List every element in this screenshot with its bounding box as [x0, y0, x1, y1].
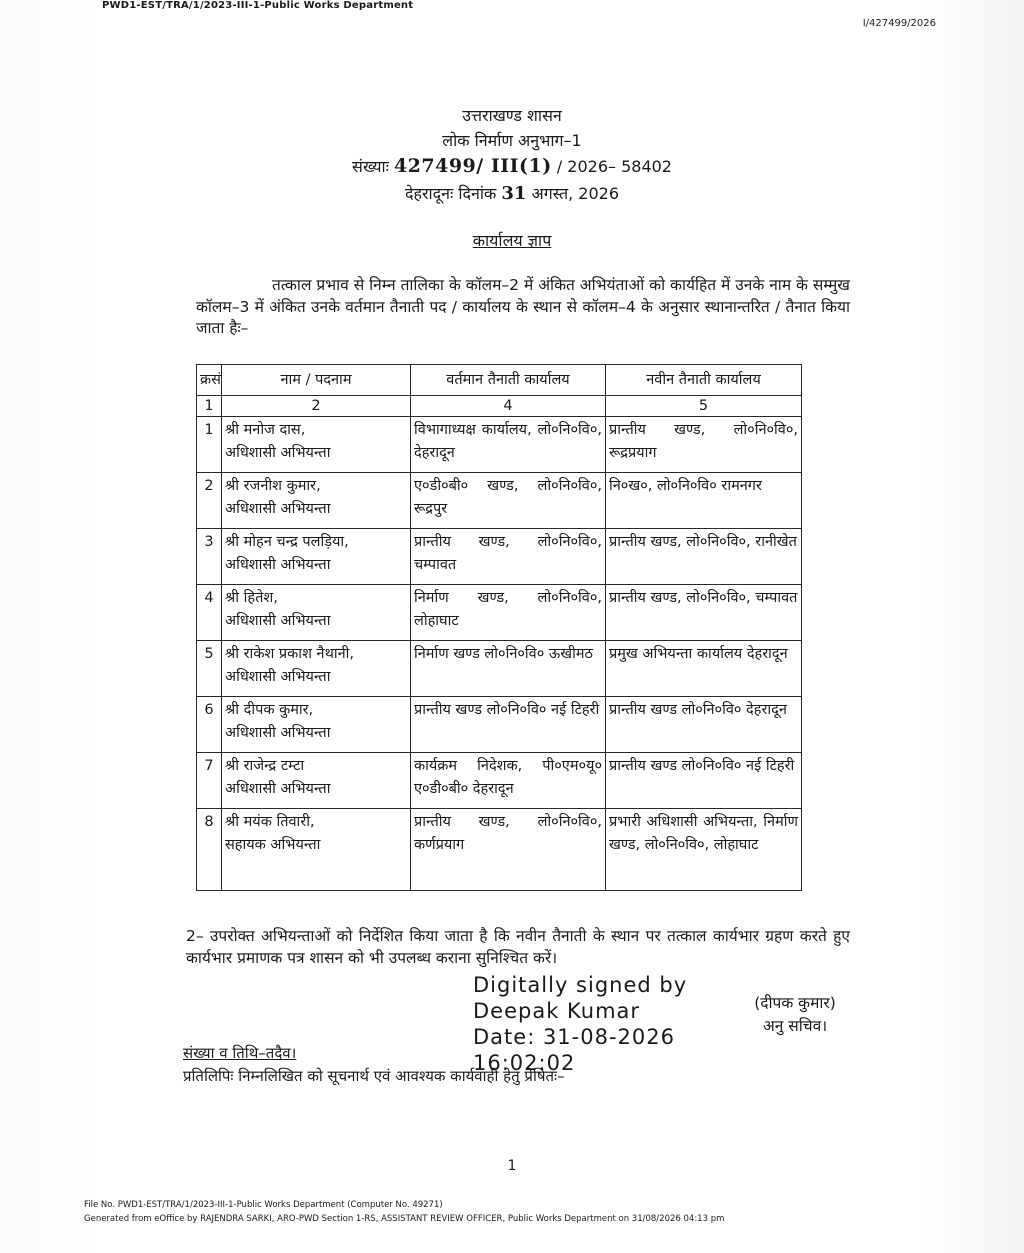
order-date-handwritten: 31	[501, 183, 527, 204]
table-row	[197, 529, 802, 585]
current-office: प्रान्तीय खण्ड, लो०नि०वि०, चम्पावत	[411, 529, 606, 585]
digital-signature-block	[473, 972, 687, 1076]
order-paragraph-2: 2– उपरोक्त अभियन्ताओं को निर्देशित किया जाता है कि नवीन तैनाती के स्थान पर तत्काल कार्यभार ग्रहण करते हुए कार्यभार प्रमाणक पत्र शासन को भी उपलब्ध कराना सुनिश्चित करें।	[186, 927, 850, 967]
digital-signature-signer: Deepak Kumar	[473, 999, 641, 1023]
row-name-cell	[222, 417, 411, 473]
column-number: 5	[606, 396, 802, 417]
order-number-suffix: / 2026– 58402	[556, 157, 672, 176]
column-number: 1	[197, 396, 222, 417]
header-serial: क्रसं	[197, 365, 222, 396]
new-office: प्रभारी अधिशासी अभियन्ता, निर्माण खण्ड, लो०नि०वि०, लोहाघाट	[606, 809, 802, 891]
signatory-name: (दीपक कुमार)	[754, 994, 836, 1012]
new-office: प्रान्तीय खण्ड लो०नि०वि० देहरादून	[606, 697, 802, 753]
section-name: लोक निर्माण अनुभाग–1	[442, 131, 582, 150]
new-office: नि०ख०, लो०नि०वि० रामनगर	[606, 473, 802, 529]
order-date-suffix: अगस्त, 2026	[531, 184, 620, 203]
row-serial: 2	[197, 473, 222, 529]
copy-reference: संख्या व तिथि–तदैव।	[183, 1044, 297, 1062]
row-serial: 5	[197, 641, 222, 697]
officer-designation: अधिशासी अभियन्ता	[225, 725, 331, 741]
table-row	[197, 809, 802, 891]
page-number: 1	[507, 1158, 517, 1174]
officer-name: श्री मोहन चन्द्र पलड़िया,	[225, 534, 349, 550]
row-serial: 1	[197, 417, 222, 473]
row-serial: 7	[197, 753, 222, 809]
row-name-cell	[222, 641, 411, 697]
table-row	[197, 585, 802, 641]
current-office: निर्माण खण्ड, लो०नि०वि०, लोहाघाट	[411, 585, 606, 641]
row-name-cell	[222, 585, 411, 641]
table-row	[197, 417, 802, 473]
signatory-designation: अनु सचिव।	[762, 1017, 828, 1035]
table-row	[197, 753, 802, 809]
officer-name: श्री रजनीश कुमार,	[225, 478, 321, 494]
row-serial: 8	[197, 809, 222, 891]
header-new-office: नवीन तैनाती कार्यालय	[606, 365, 802, 396]
current-office: निर्माण खण्ड लो०नि०वि० ऊखीमठ	[411, 641, 606, 697]
receipt-number: I/427499/2026	[862, 18, 936, 29]
officer-name: श्री दीपक कुमार,	[225, 702, 314, 718]
government-name: उत्तराखण्ड शासन	[462, 106, 562, 125]
transfer-table	[196, 364, 802, 891]
current-office: ए०डी०बी० खण्ड, लो०नि०वि०, रूद्रपुर	[411, 473, 606, 529]
current-office: प्रान्तीय खण्ड, लो०नि०वि०, कर्णप्रयाग	[411, 809, 606, 891]
officer-name: श्री मनोज दास,	[225, 422, 306, 438]
officer-designation: अधिशासी अभियन्ता	[225, 445, 331, 461]
column-number-row	[197, 396, 802, 417]
order-date	[0, 182, 1024, 204]
row-name-cell	[222, 809, 411, 891]
table-row	[197, 697, 802, 753]
digital-signature-time: 16:02:02	[473, 1051, 576, 1075]
table-row	[197, 473, 802, 529]
row-name-cell	[222, 473, 411, 529]
current-office: विभागाध्यक्ष कार्यालय, लो०नि०वि०, देहरादून	[411, 417, 606, 473]
digital-signature-line: Digitally signed by	[473, 973, 688, 997]
officer-name: श्री हितेश,	[225, 590, 278, 606]
row-name-cell	[222, 529, 411, 585]
table-header-row	[197, 365, 802, 396]
new-office: प्रान्तीय खण्ड, लो०नि०वि०, चम्पावत	[606, 585, 802, 641]
digital-signature-date: Date: 31-08-2026	[473, 1025, 675, 1049]
signatory-block	[740, 992, 850, 1038]
column-number: 2	[222, 396, 411, 417]
current-office: कार्यक्रम निदेशक, पी०एम०यू० ए०डी०बी० देहरादून	[411, 753, 606, 809]
table-row	[197, 641, 802, 697]
header-name: नाम / पदनाम	[222, 365, 411, 396]
document-title: कार्यालय ज्ञाप	[472, 231, 552, 250]
row-name-cell	[222, 697, 411, 753]
new-office: प्रान्तीय खण्ड, लो०नि०वि०, रानीखेत	[606, 529, 802, 585]
officer-name: श्री राजेन्द्र टम्टा	[225, 758, 305, 774]
officer-designation: सहायक अभियन्ता	[225, 837, 321, 853]
order-number-prefix: संख्याः	[352, 157, 389, 176]
row-name-cell	[222, 753, 411, 809]
column-number: 4	[411, 396, 606, 417]
header-current-office: वर्तमान तैनाती कार्यालय	[411, 365, 606, 396]
new-office: प्रान्तीय खण्ड लो०नि०वि० नई टिहरी	[606, 753, 802, 809]
officer-name: श्री मयंक तिवारी,	[225, 814, 315, 830]
officer-designation: अधिशासी अभियन्ता	[225, 613, 331, 629]
officer-designation: अधिशासी अभियन्ता	[225, 501, 331, 517]
row-serial: 4	[197, 585, 222, 641]
new-office: प्रमुख अभियन्ता कार्यालय देहरादून	[606, 641, 802, 697]
top-file-reference: PWD1-EST/TRA/1/2023-III-1-Public Works Department	[102, 0, 414, 11]
footer-file-number: File No. PWD1-EST/TRA/1/2023-III-1-Public Works Department (Computer No. 49271)	[84, 1200, 443, 1210]
order-number-handwritten: 427499/ III(1)	[393, 155, 552, 177]
row-serial: 3	[197, 529, 222, 585]
officer-designation: अधिशासी अभियन्ता	[225, 557, 331, 573]
order-date-prefix: देहरादूनः दिनांक	[404, 184, 497, 203]
row-serial: 6	[197, 697, 222, 753]
order-number	[0, 155, 1024, 177]
officer-designation: अधिशासी अभियन्ता	[225, 669, 331, 685]
footer-generated-by: Generated from eOffice by RAJENDRA SARKI, ARO-PWD Section 1-RS, ASSISTANT REVIEW OFFICER, Public Works Department on 31/08/2026 04:13 pm	[84, 1214, 725, 1224]
current-office: प्रान्तीय खण्ड लो०नि०वि० नई टिहरी	[411, 697, 606, 753]
copy-forwarded-line: प्रतिलिपिः निम्नलिखित को सूचनार्थ एवं आवश्यक कार्यवाही हेतु प्रेषितः–	[183, 1067, 565, 1085]
order-paragraph-1: तत्काल प्रभाव से निम्न तालिका के कॉलम–2 में अंकित अभियंताओं को कार्यहित में उनके नाम के सम्मुख कॉलम–3 में अंकित उनके वर्तमान तैनाती पद / कार्यालय के स्थान से कॉलम–4 के अनुसार स्थानान्तरित / तैनात किया जाता हैः–	[196, 276, 850, 337]
officer-name: श्री राकेश प्रकाश नैथानी,	[225, 646, 355, 662]
officer-designation: अधिशासी अभियन्ता	[225, 781, 331, 797]
new-office: प्रान्तीय खण्ड, लो०नि०वि०, रूद्रप्रयाग	[606, 417, 802, 473]
